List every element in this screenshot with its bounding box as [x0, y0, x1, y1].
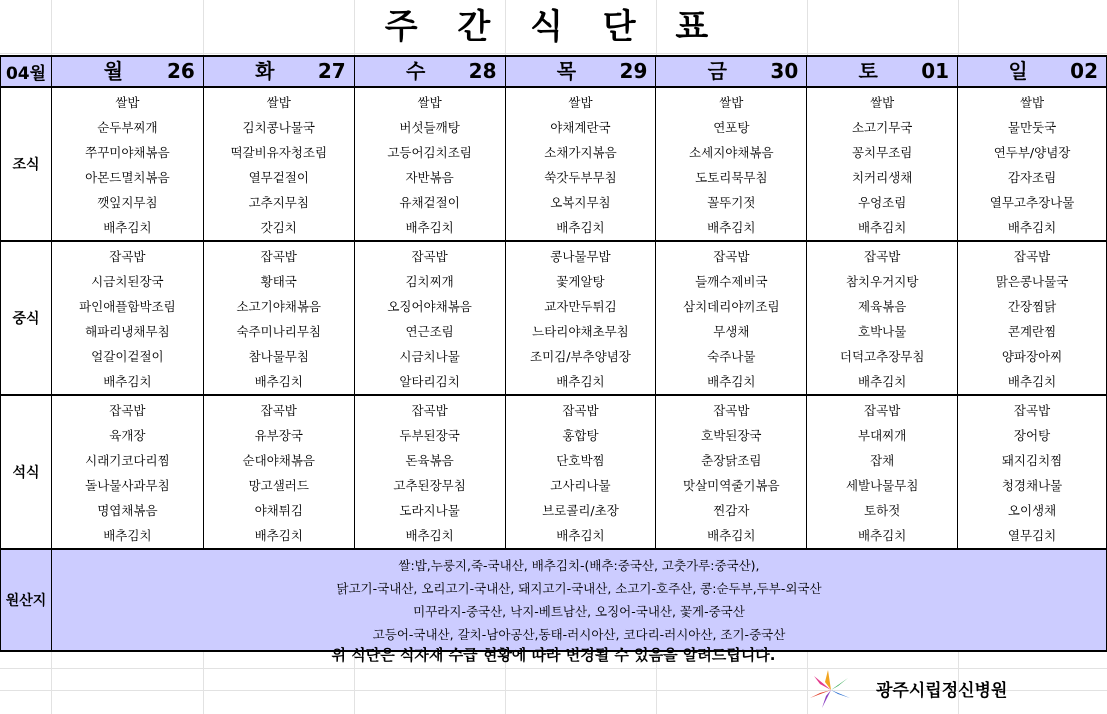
- menu-item: 잡곡밥: [1013, 403, 1051, 418]
- menu-item: 아몬드멸치볶음: [85, 170, 170, 185]
- menu-item: 돼지김치찜: [1001, 453, 1063, 468]
- menu-item: 쑥갓두부무침: [544, 170, 617, 185]
- meal-row: [1, 395, 1107, 549]
- origin-line: 고등어-국내산, 갈치-남아공산,동태-러시아산, 코다리-러시아산, 조기-중국산: [372, 627, 786, 642]
- menu-item: 오복지무침: [550, 195, 611, 210]
- menu-item: 우엉조림: [858, 195, 907, 210]
- menu-item: 춘장닭조림: [701, 453, 762, 468]
- menu-item: 유부장국: [254, 428, 303, 443]
- menu-item: 파인애플함박조림: [79, 299, 176, 314]
- day-date: 02: [1070, 59, 1098, 83]
- menu-item: 부대찌개: [858, 428, 907, 443]
- menu-item: 배추김치: [405, 220, 454, 235]
- day-header: [203, 56, 354, 87]
- menu-item: 토하젓: [864, 503, 901, 518]
- menu-item: 교자만두튀김: [544, 299, 617, 314]
- menu-item: 잡채: [870, 453, 895, 468]
- menu-item: 꽃게알탕: [556, 274, 605, 289]
- menu-item: 쭈꾸미야채볶음: [85, 145, 170, 160]
- menu-item: 배추김치: [707, 374, 756, 389]
- menu-item: 배추김치: [707, 528, 756, 543]
- menu-item: 소고기야채볶음: [236, 299, 322, 314]
- day-date: 29: [619, 59, 648, 83]
- menu-item: 열무고추장나물: [989, 195, 1075, 210]
- menu-item: 고추지무침: [248, 195, 309, 210]
- menu-item: 명엽채볶음: [97, 503, 158, 518]
- menu-item: 배추김치: [858, 374, 907, 389]
- day-date: 26: [166, 59, 195, 83]
- menu-item: 장어탕: [1013, 428, 1051, 443]
- menu-item: 소세지야채볶음: [689, 145, 774, 160]
- menu-cell: [807, 87, 958, 241]
- day-name: 금: [707, 59, 727, 83]
- day-header-row: [1, 56, 1107, 87]
- menu-item: 삼치데리야끼조림: [683, 299, 780, 314]
- menu-item: 쌀밥: [568, 95, 593, 110]
- menu-item: 세발나물무침: [845, 478, 919, 493]
- menu-item: 호박나물: [858, 324, 907, 339]
- menu-item: 연포탕: [713, 120, 750, 135]
- menu-item: 도라지나물: [399, 503, 460, 518]
- menu-item: 소고기무국: [851, 120, 913, 135]
- menu-item: 치커리생채: [851, 170, 913, 185]
- menu-item: 깻잎지무침: [97, 195, 158, 210]
- menu-item: 무생채: [713, 324, 750, 339]
- menu-item: 숙주나물: [707, 349, 756, 364]
- menu-cell: [354, 87, 505, 241]
- menu-item: 배추김치: [254, 374, 303, 389]
- day-date: 27: [317, 59, 346, 83]
- meal-label: 조식: [1, 87, 52, 241]
- day-header: [505, 56, 656, 87]
- menu-item: 잡곡밥: [864, 249, 901, 264]
- day-name: 토: [858, 59, 878, 83]
- menu-item: 배추김치: [254, 528, 303, 543]
- menu-item: 잡곡밥: [109, 249, 146, 264]
- day-name: 수: [405, 59, 426, 83]
- menu-cell: [807, 395, 958, 549]
- menu-item: 물만둣국: [1007, 120, 1057, 135]
- menu-item: 시금치된장국: [91, 274, 164, 289]
- menu-cell: [656, 395, 807, 549]
- menu-item: 잡곡밥: [1013, 249, 1051, 264]
- menu-item: 망고샐러드: [248, 478, 309, 493]
- menu-item: 소채가지볶음: [544, 145, 617, 160]
- menu-item: 고추된장무침: [393, 478, 466, 493]
- menu-item: 야채튀김: [254, 503, 303, 518]
- day-name: 목: [556, 59, 577, 83]
- meal-label: 중식: [1, 241, 52, 395]
- menu-item: 갓김치: [260, 220, 297, 235]
- menu-item: 배추김치: [405, 528, 454, 543]
- menu-cell: [958, 241, 1107, 395]
- menu-cell: [958, 395, 1107, 549]
- menu-item: 조미김/부추양념장: [530, 349, 631, 364]
- origin-row: [1, 549, 1107, 651]
- menu-item: 오징어야채볶음: [387, 299, 472, 314]
- menu-item: 고등어김치조림: [387, 145, 472, 160]
- menu-cell: [51, 395, 203, 549]
- menu-item: 배추김치: [707, 220, 756, 235]
- menu-item: 떡갈비유자청조림: [230, 145, 328, 160]
- menu-item: 김치콩나물국: [242, 120, 315, 135]
- menu-item: 버섯들깨탕: [399, 120, 460, 135]
- menu-item: 알타리김치: [399, 374, 460, 389]
- menu-item: 도토리묵무침: [695, 170, 768, 185]
- hospital-name: 광주시립정신병원: [876, 681, 1008, 701]
- day-header: [51, 56, 203, 87]
- menu-cell: [51, 87, 203, 241]
- menu-item: 고사리나물: [550, 478, 611, 493]
- origin-label: 원산지: [1, 549, 52, 651]
- month-label: 04월: [1, 56, 52, 87]
- menu-item: 맑은콩나물국: [995, 274, 1069, 289]
- menu-item: 배추김치: [103, 374, 152, 389]
- menu-item: 들깨수제비국: [695, 274, 768, 289]
- weekly-menu-table: [0, 55, 1107, 652]
- menu-item: 배추김치: [103, 528, 152, 543]
- notice-text: 위 식단은 식자재 수급 현황에 따라 변경될 수 있음을 알려드립니다.: [331, 646, 776, 664]
- menu-item: 돈육볶음: [405, 453, 454, 468]
- menu-item: 쌀밥: [870, 95, 895, 110]
- menu-item: 배추김치: [1007, 220, 1057, 235]
- meal-label: 석식: [1, 395, 52, 549]
- day-name: 월: [103, 59, 124, 83]
- menu-item: 참치우거지탕: [845, 274, 919, 289]
- menu-item: 육개장: [109, 428, 146, 443]
- day-name: 화: [255, 59, 275, 83]
- origin-line: 미꾸라지-중국산, 낙지-베트남산, 오징어-국내산, 꽃게-중국산: [413, 604, 745, 619]
- menu-item: 연두부/양념장: [993, 145, 1071, 160]
- meal-row: [1, 241, 1107, 395]
- menu-item: 잡곡밥: [411, 249, 448, 264]
- day-name: 일: [1008, 59, 1028, 83]
- menu-item: 김치찌개: [405, 274, 454, 289]
- menu-item: 맛살미역줄기볶음: [683, 478, 780, 493]
- menu-item: 꼴뚜기젓: [707, 195, 756, 210]
- menu-cell: [505, 395, 656, 549]
- menu-item: 찐감자: [713, 503, 750, 518]
- menu-item: 순대야채볶음: [242, 453, 315, 468]
- menu-cell: [354, 241, 505, 395]
- menu-item: 해파리냉채무침: [85, 324, 170, 339]
- menu-item: 잡곡밥: [411, 403, 448, 418]
- menu-item: 쌀밥: [417, 95, 442, 110]
- menu-cell: [656, 87, 807, 241]
- menu-item: 시래기코다리찜: [85, 453, 170, 468]
- menu-item: 배추김치: [1007, 374, 1057, 389]
- menu-item: 숙주미나리무침: [236, 324, 322, 339]
- menu-item: 배추김치: [556, 374, 605, 389]
- meal-row: [1, 87, 1107, 241]
- menu-item: 두부된장국: [399, 428, 460, 443]
- origin-line: 쌀:밥,누룽지,죽-국내산, 배추김치-(배추:중국산, 고춧가루:중국산),: [398, 558, 760, 573]
- menu-cell: [354, 395, 505, 549]
- menu-item: 연근조림: [405, 324, 454, 339]
- menu-item: 황태국: [260, 274, 297, 289]
- menu-item: 잡곡밥: [864, 403, 901, 418]
- menu-item: 유채겉절이: [399, 195, 460, 210]
- menu-item: 시금치나물: [399, 349, 460, 364]
- menu-item: 청경채나물: [1001, 478, 1063, 493]
- menu-item: 꽁치무조림: [851, 145, 913, 160]
- menu-item: 배추김치: [556, 220, 605, 235]
- hospital-logo-icon: [808, 668, 854, 710]
- menu-item: 양파장아찌: [1001, 349, 1063, 364]
- menu-item: 쌀밥: [1019, 95, 1045, 110]
- day-header: [354, 56, 505, 87]
- menu-item: 느타리야채초무침: [532, 324, 629, 339]
- menu-item: 잡곡밥: [260, 403, 297, 418]
- menu-item: 쌀밥: [115, 95, 140, 110]
- menu-item: 배추김치: [858, 528, 907, 543]
- menu-item: 순두부찌개: [97, 120, 158, 135]
- page-title: 주 간 식 단 표: [384, 7, 723, 47]
- day-date: 28: [468, 59, 497, 83]
- menu-cell: [505, 241, 656, 395]
- menu-cell: [958, 87, 1107, 241]
- menu-cell: [807, 241, 958, 395]
- menu-item: 호박된장국: [701, 428, 762, 443]
- origin-info: [51, 549, 1106, 651]
- menu-cell: [505, 87, 656, 241]
- menu-item: 잡곡밥: [562, 403, 599, 418]
- menu-item: 콩나물무밥: [550, 249, 611, 264]
- menu-item: 감자조림: [1007, 170, 1057, 185]
- menu-cell: [51, 241, 203, 395]
- menu-item: 자반볶음: [405, 170, 454, 185]
- menu-item: 쌀밥: [719, 95, 744, 110]
- menu-cell: [203, 87, 354, 241]
- day-date: 30: [770, 59, 799, 83]
- menu-item: 야채계란국: [550, 120, 611, 135]
- menu-cell: [203, 241, 354, 395]
- menu-cell: [656, 241, 807, 395]
- menu-item: 더덕고추장무침: [839, 349, 925, 364]
- day-header: [958, 56, 1107, 87]
- day-date: 01: [921, 59, 950, 83]
- menu-item: 제육볶음: [858, 299, 907, 314]
- menu-item: 배추김치: [858, 220, 907, 235]
- menu-item: 브로콜리/초장: [542, 503, 619, 518]
- menu-item: 배추김치: [103, 220, 152, 235]
- day-header: [807, 56, 958, 87]
- menu-item: 참나물무침: [248, 349, 309, 364]
- origin-line: 닭고기-국내산, 오리고기-국내산, 돼지고기-국내산, 소고기-호주산, 콩:순두부,두부-외국산: [336, 581, 822, 596]
- day-header: [656, 56, 807, 87]
- menu-item: 잡곡밥: [713, 249, 750, 264]
- menu-item: 쌀밥: [266, 95, 291, 110]
- menu-item: 콘계란찜: [1007, 324, 1057, 339]
- menu-item: 얼갈이겉절이: [91, 349, 164, 364]
- menu-item: 돌나물사과무침: [85, 478, 170, 493]
- menu-item: 잡곡밥: [260, 249, 297, 264]
- menu-cell: [203, 395, 354, 549]
- menu-item: 간장찜닭: [1007, 299, 1057, 314]
- menu-item: 단호박찜: [556, 453, 605, 468]
- menu-item: 잡곡밥: [109, 403, 146, 418]
- menu-item: 배추김치: [556, 528, 605, 543]
- menu-item: 열무김치: [1007, 528, 1057, 543]
- menu-item: 오이생채: [1007, 503, 1057, 518]
- menu-item: 잡곡밥: [713, 403, 750, 418]
- menu-item: 홍합탕: [562, 428, 599, 443]
- menu-item: 열무겉절이: [248, 170, 309, 185]
